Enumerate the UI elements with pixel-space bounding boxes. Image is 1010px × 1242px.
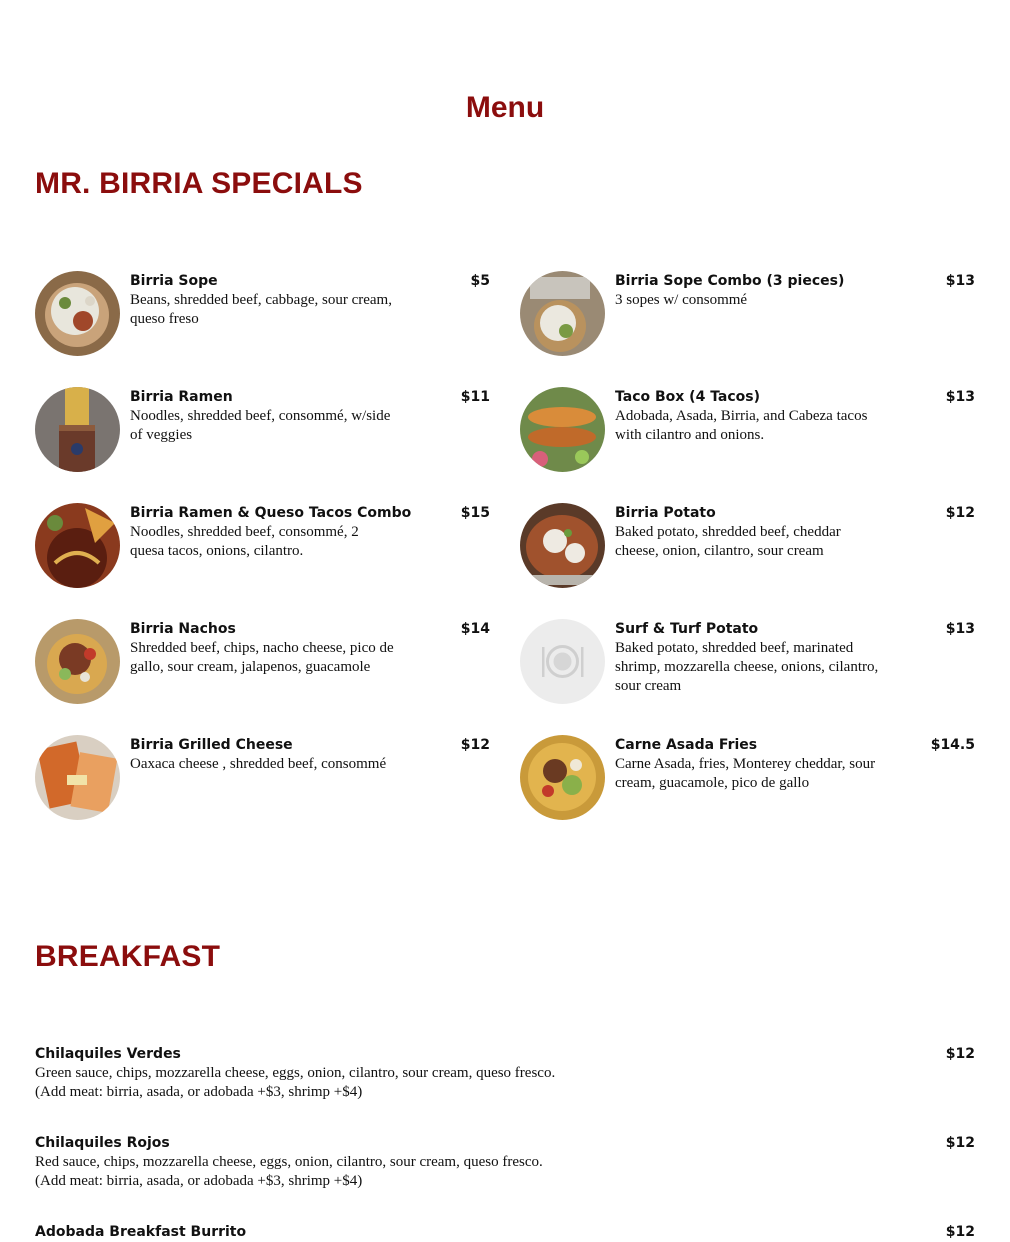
menu-item[interactable] bbox=[35, 271, 490, 361]
item-description-line: Red sauce, chips, mozzarella cheese, eggs, onion, cilantro, sour cream, queso fresco. bbox=[35, 1154, 543, 1170]
item-price: $14.5 bbox=[930, 737, 975, 753]
birria-nachos-photo bbox=[35, 619, 120, 704]
item-price: $11 bbox=[460, 389, 490, 405]
item-description: Adobada, Asada, Birria, and Cabeza tacos with cilantro and onions. bbox=[615, 408, 868, 443]
item-name: Birria Nachos bbox=[130, 621, 236, 637]
menu-item[interactable] bbox=[35, 387, 490, 477]
item-price: $12 bbox=[945, 1046, 975, 1062]
menu-item[interactable] bbox=[35, 619, 490, 709]
item-name: Birria Ramen bbox=[130, 389, 233, 405]
item-description-line: Green sauce, chips, mozzarella cheese, eggs, onion, cilantro, sour cream, queso fresco. bbox=[35, 1065, 556, 1081]
item-description: Baked potato, shredded beef, marinated shrimp, mozzarella cheese, onions, cilantro, sour cream bbox=[615, 640, 879, 694]
menu-item[interactable] bbox=[35, 735, 490, 825]
menu-item[interactable] bbox=[520, 735, 975, 825]
item-name: Birria Grilled Cheese bbox=[130, 737, 293, 753]
item-price: $13 bbox=[945, 621, 975, 637]
item-price: $12 bbox=[945, 1135, 975, 1151]
item-price: $12 bbox=[945, 505, 975, 521]
item-description bbox=[35, 1153, 735, 1191]
item-price: $15 bbox=[460, 505, 490, 521]
carne-asada-fries-photo bbox=[520, 735, 605, 820]
item-name: Chilaquiles Rojos bbox=[35, 1135, 170, 1151]
item-price: $12 bbox=[460, 737, 490, 753]
item-price: $5 bbox=[470, 273, 490, 289]
item-price: $13 bbox=[945, 389, 975, 405]
item-description: Oaxaca cheese , shredded beef, consommé bbox=[130, 756, 387, 772]
birria-sope-combo-photo bbox=[520, 271, 605, 356]
menu-item[interactable] bbox=[520, 387, 975, 477]
birria-ramen-photo bbox=[35, 387, 120, 472]
menu-item[interactable] bbox=[520, 503, 975, 593]
item-description bbox=[35, 1064, 735, 1102]
item-name: Chilaquiles Verdes bbox=[35, 1046, 181, 1062]
item-description: Noodles, shredded beef, consommé, 2 quesa tacos, onions, cilantro. bbox=[130, 524, 359, 559]
item-name: Birria Sope bbox=[130, 273, 218, 289]
page-title: Menu bbox=[465, 91, 545, 124]
item-description: Carne Asada, fries, Monterey cheddar, sour cream, guacamole, pico de gallo bbox=[615, 756, 876, 791]
item-description: Shredded beef, chips, nacho cheese, pico de gallo, sour cream, jalapenos, guacamole bbox=[130, 640, 394, 675]
item-name: Birria Potato bbox=[615, 505, 716, 521]
item-description-line: (Add meat: birria, asada, or adobada +$3, shrimp +$4) bbox=[35, 1173, 363, 1189]
menu-item[interactable] bbox=[35, 503, 490, 593]
menu-item[interactable] bbox=[35, 1044, 975, 1104]
item-description: Baked potato, shredded beef, cheddar cheese, onion, cilantro, sour cream bbox=[615, 524, 841, 559]
item-description: Noodles, shredded beef, consommé, w/side of veggies bbox=[130, 408, 391, 443]
item-name: Taco Box (4 Tacos) bbox=[615, 389, 761, 405]
item-description-line: (Add meat: birria, asada, or adobada +$3, shrimp +$4) bbox=[35, 1084, 363, 1100]
item-name: Birria Sope Combo (3 pieces) bbox=[615, 273, 845, 289]
menu-item[interactable] bbox=[35, 1222, 975, 1242]
item-name: Surf & Turf Potato bbox=[615, 621, 759, 637]
item-price: $12 bbox=[945, 1224, 975, 1240]
ramen-queso-combo-photo bbox=[35, 503, 120, 588]
item-description: Beans, shredded beef, cabbage, sour cream, queso freso bbox=[130, 292, 392, 327]
taco-box-photo bbox=[520, 387, 605, 472]
birria-potato-photo bbox=[520, 503, 605, 588]
item-name: Birria Ramen & Queso Tacos Combo bbox=[130, 505, 412, 521]
item-price: $13 bbox=[945, 273, 975, 289]
menu-item[interactable] bbox=[520, 619, 975, 709]
item-name: Adobada Breakfast Burrito bbox=[35, 1224, 247, 1240]
menu-item[interactable] bbox=[520, 271, 975, 361]
menu-item[interactable] bbox=[35, 1133, 975, 1193]
birria-sope-photo bbox=[35, 271, 120, 356]
section-title-specials: MR. BIRRIA SPECIALS bbox=[35, 167, 363, 200]
placeholder-plate-icon bbox=[520, 619, 605, 704]
item-price: $14 bbox=[460, 621, 490, 637]
item-name: Carne Asada Fries bbox=[615, 737, 758, 753]
section-title-breakfast: BREAKFAST bbox=[35, 940, 221, 973]
item-description: 3 sopes w/ consommé bbox=[615, 292, 748, 308]
grilled-cheese-photo bbox=[35, 735, 120, 820]
